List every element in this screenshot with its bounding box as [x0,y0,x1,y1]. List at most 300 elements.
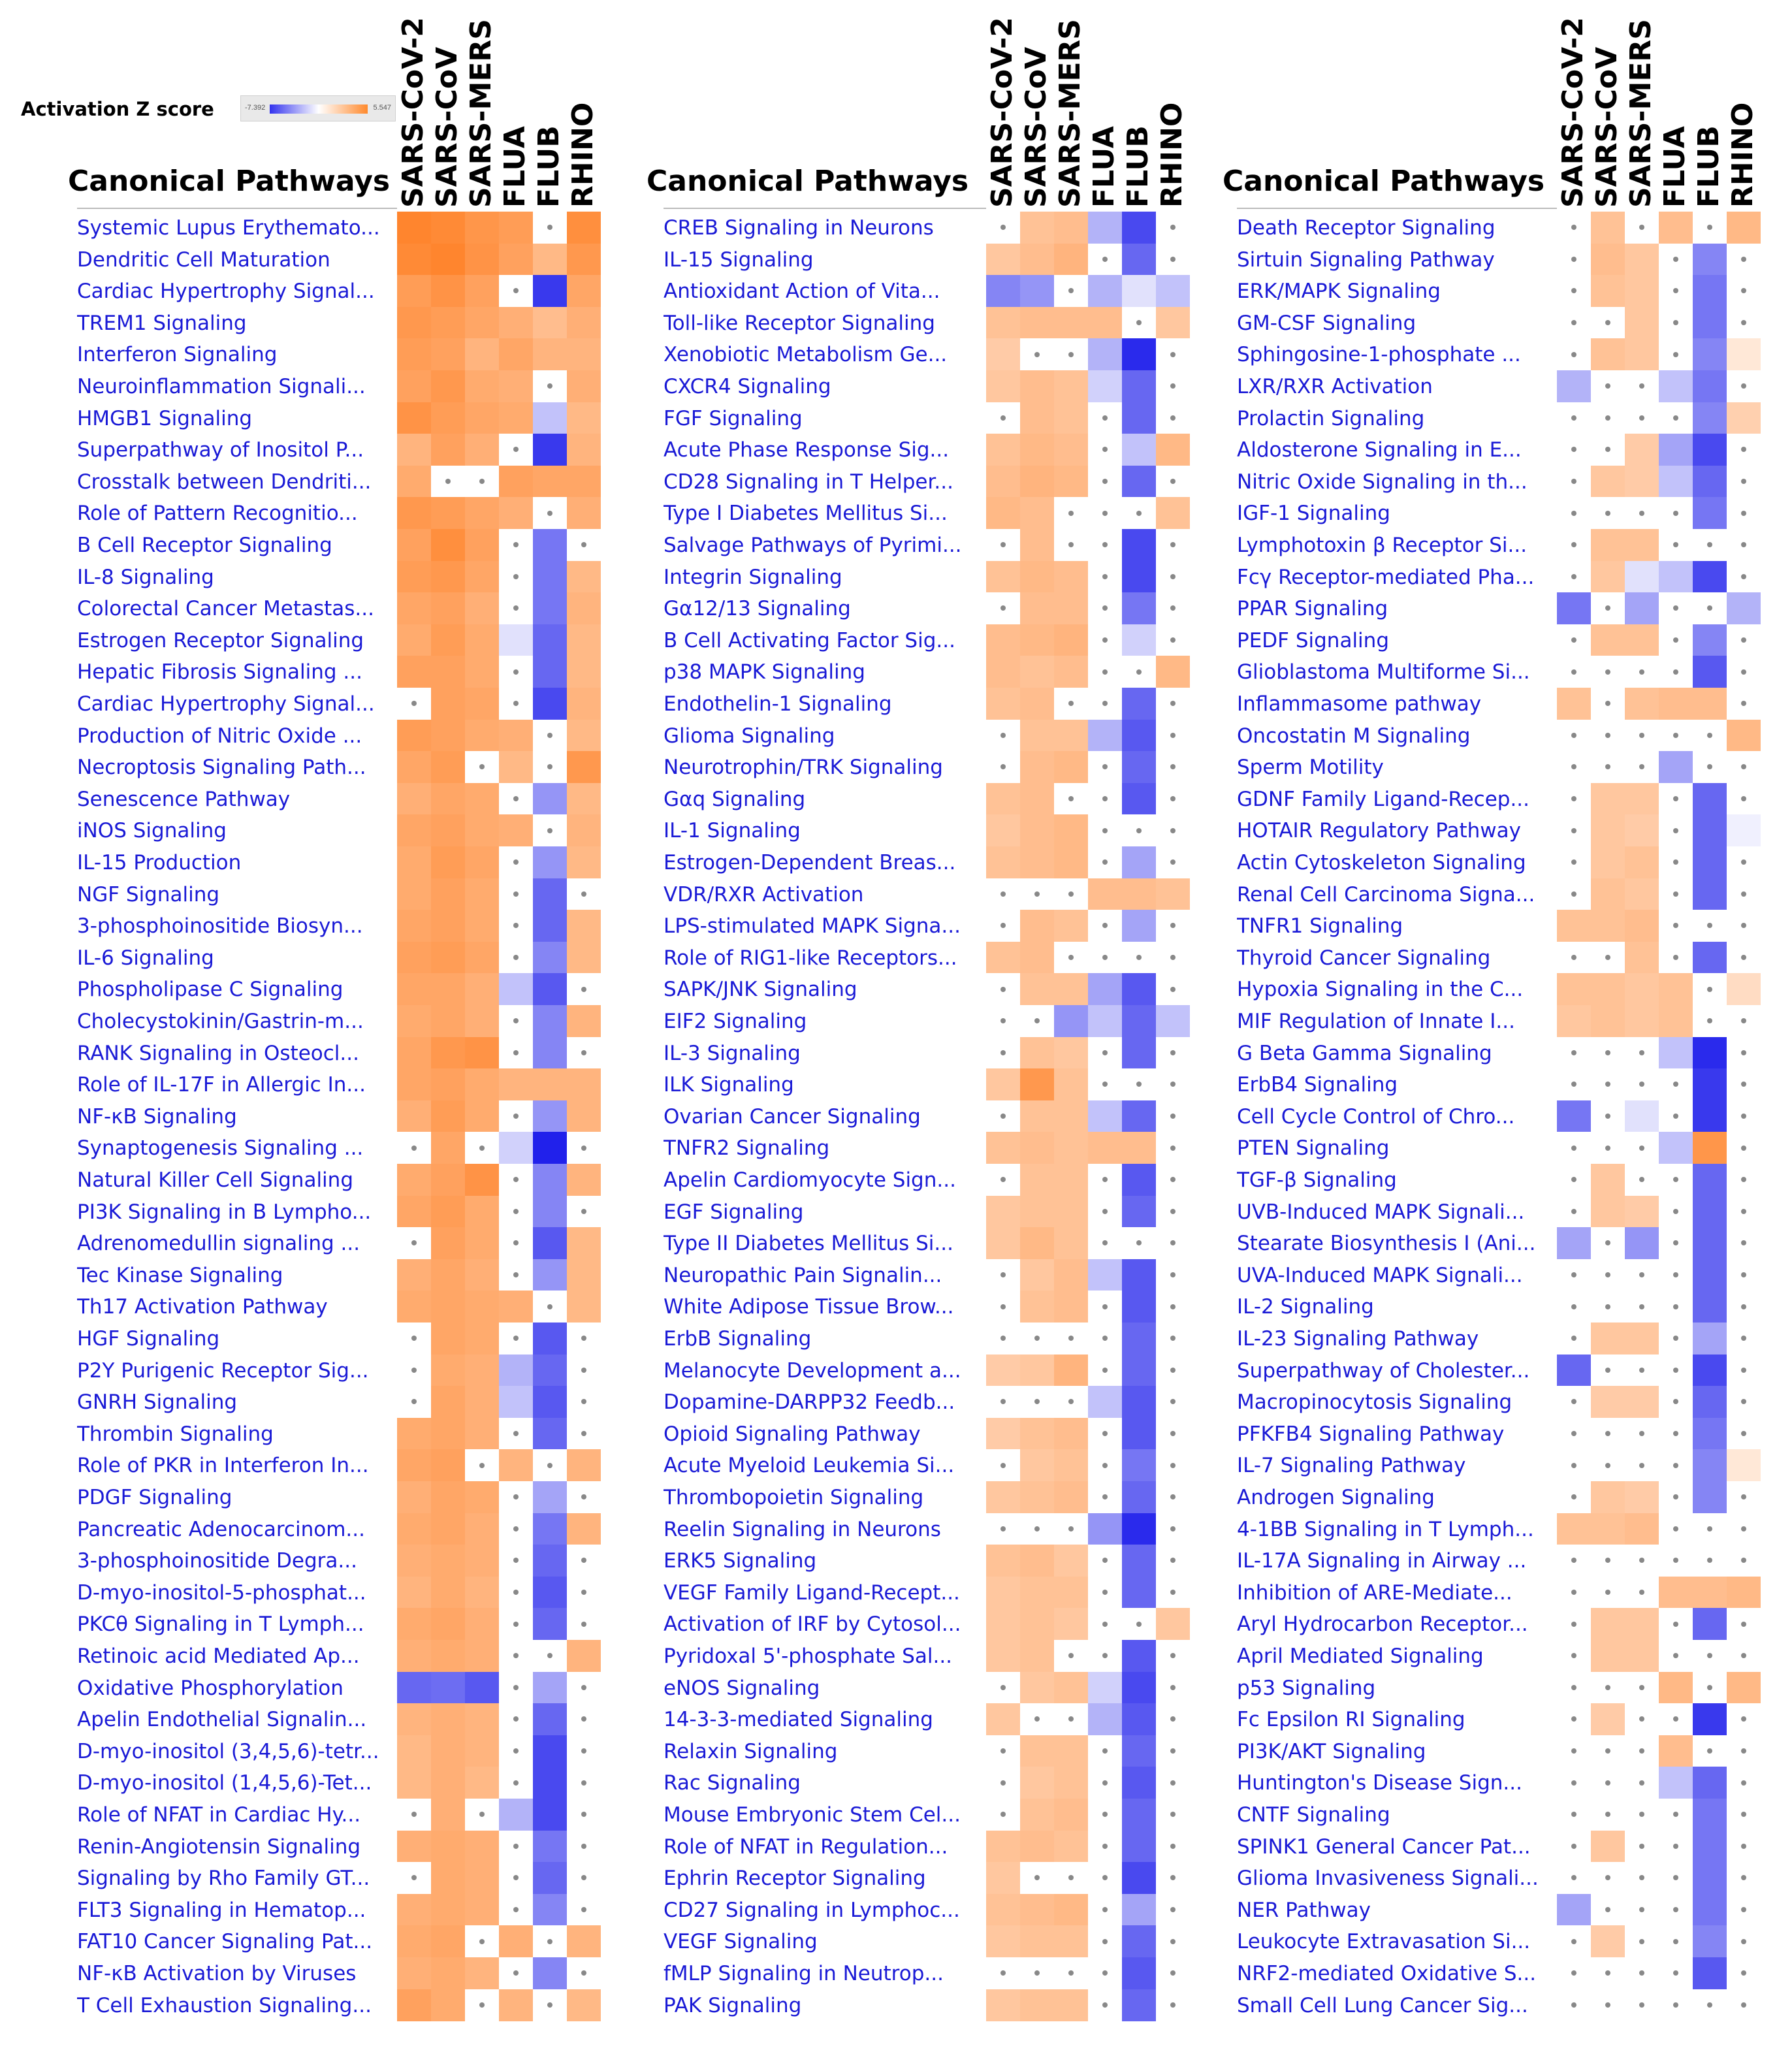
heatmap-cell [1727,434,1761,466]
no-data-dot [513,923,519,928]
pathway-label[interactable]: Melanocyte Development a... [664,1358,961,1383]
heatmap-cell [1156,1799,1190,1831]
no-data-dot [1170,1114,1176,1119]
heatmap-cell [1156,1449,1190,1481]
heatmap-cell [1625,1925,1659,1957]
pathway-label[interactable]: Inflammasome pathway [1237,692,1482,716]
pathway-label[interactable]: Activation of IRF by Cytosol... [664,1612,961,1637]
pathway-label[interactable]: Senescence Pathway [77,787,291,811]
heatmap-cell [1625,1989,1659,2021]
no-data-dot [1605,1050,1610,1055]
pathway-label[interactable]: T Cell Exhaustion Signaling... [77,1993,372,2017]
pathway-label[interactable]: NF-κB Activation by Viruses [77,1962,357,1985]
heatmap-cell [567,1227,601,1259]
pathway-label[interactable]: Renin-Angiotensin Signaling [77,1835,361,1859]
pathway-label[interactable]: Pyridoxal 5'-phosphate Sal... [664,1644,953,1668]
pathway-label[interactable]: Phospholipase C Signaling [77,978,344,1002]
pathway-label[interactable]: Actin Cytoskeleton Signaling [1237,851,1526,874]
heatmap-cell [465,1259,499,1291]
heatmap-cell [1557,466,1591,498]
no-data-dot [1571,415,1576,421]
pathway-label[interactable]: Cholecystokinin/Gastrin-m... [77,1010,364,1033]
pathway-label[interactable]: NGF Signaling [77,882,220,906]
pathway-label[interactable]: eNOS Signaling [664,1676,820,1700]
pathway-label[interactable]: Sirtuin Signaling Pathway [1237,248,1495,272]
header-divider [1237,208,1557,209]
no-data-dot [1170,1240,1176,1245]
heatmap-cell [1122,1481,1156,1513]
pathway-label[interactable]: Role of Pattern Recognitio... [77,502,358,526]
heatmap-cell [1088,1735,1122,1767]
pathway-label[interactable]: Lymphotoxin β Receptor Si... [1237,534,1528,557]
pathway-label[interactable]: HOTAIR Regulatory Pathway [1237,819,1521,843]
no-data-dot [1102,415,1108,421]
pathway-label[interactable]: Type I Diabetes Mellitus Si... [664,502,948,526]
heatmap-cell [1693,1577,1727,1609]
heatmap-cell [1591,624,1625,656]
no-data-dot [513,1494,519,1499]
heatmap-cell [431,1037,465,1069]
heatmap-cell [1088,1100,1122,1132]
heatmap-cell [1122,1577,1156,1609]
no-data-dot [1741,1780,1746,1786]
heatmap-cell [465,1640,499,1672]
pathway-label[interactable]: Glioblastoma Multiforme Si... [1237,660,1530,684]
pathway-label[interactable]: Xenobiotic Metabolism Ge... [664,343,948,367]
pathway-label[interactable]: LPS-stimulated MAPK Signa... [664,914,961,938]
pathway-label[interactable]: Apelin Cardiomyocyte Sign... [664,1168,956,1192]
pathway-label[interactable]: Estrogen-Dependent Breas... [664,851,956,874]
pathway-label[interactable]: D-myo-inositol (3,4,5,6)-tetr... [77,1739,379,1763]
heatmap-cell [1088,814,1122,846]
pathway-label[interactable]: Aldosterone Signaling in E... [1237,438,1522,462]
pathway-label[interactable]: UVA-Induced MAPK Signali... [1237,1263,1523,1287]
heatmap-cell [1020,1132,1054,1164]
pathway-label[interactable]: Aryl Hydrocarbon Receptor... [1237,1612,1528,1637]
pathway-label[interactable]: PI3K Signaling in B Lympho... [77,1200,372,1224]
pathway-label[interactable]: Reelin Signaling in Neurons [664,1517,941,1541]
pathway-label[interactable]: Antioxidant Action of Vita... [664,280,940,304]
pathway-label[interactable]: SPINK1 General Cancer Pat... [1237,1835,1531,1859]
no-data-dot [1102,828,1108,833]
pathway-label[interactable]: PDGF Signaling [77,1486,232,1509]
pathway-label[interactable]: CREB Signaling in Neurons [664,216,934,240]
pathway-label[interactable]: Rac Signaling [664,1771,801,1795]
pathway-label[interactable]: VEGF Signaling [664,1930,818,1954]
pathway-label[interactable]: EGF Signaling [664,1200,804,1224]
pathway-label[interactable]: PI3K/AKT Signaling [1237,1739,1426,1763]
pathway-label[interactable]: Role of PKR in Interferon In... [77,1454,369,1478]
pathway-label[interactable]: Glioma Invasiveness Signali... [1237,1867,1539,1891]
pathway-label[interactable]: MIF Regulation of Innate I... [1237,1010,1515,1033]
pathway-label[interactable]: Retinoic acid Mediated Ap... [77,1644,360,1668]
heatmap-cell [1122,1355,1156,1387]
heatmap-cell [1693,1037,1727,1069]
pathway-label[interactable]: Type II Diabetes Mellitus Si... [664,1232,953,1256]
pathway-label[interactable]: Necroptosis Signaling Path... [77,756,366,780]
heatmap-cell [986,910,1020,942]
no-data-dot [1605,1875,1610,1880]
pathway-label[interactable]: ERK5 Signaling [664,1549,817,1573]
pathway-label[interactable]: Leukocyte Extravasation Si... [1237,1930,1531,1954]
no-data-dot [1673,1368,1678,1373]
heatmap-cell [431,1323,465,1355]
no-data-dot [1707,605,1712,611]
pathway-label[interactable]: IL-15 Signaling [664,248,814,272]
heatmap-cell [1727,1545,1761,1577]
heatmap-cell [533,1291,567,1323]
pathway-label[interactable]: Fc Epsilon RI Signaling [1237,1708,1465,1732]
pathway-label[interactable]: GDNF Family Ligand-Recep... [1237,787,1530,811]
pathway-label[interactable]: TNFR2 Signaling [664,1136,830,1161]
no-data-dot [1741,701,1746,706]
heatmap-cell [1659,244,1693,276]
no-data-dot [411,1368,417,1373]
pathway-label[interactable]: IL-1 Signaling [664,819,801,843]
pathway-label[interactable]: Superpathway of Cholester... [1237,1358,1530,1383]
pathway-label[interactable]: Huntington's Disease Sign... [1237,1771,1522,1795]
pathway-label[interactable]: Cell Cycle Control of Chro... [1237,1104,1515,1129]
pathway-label[interactable]: TNFR1 Signaling [1237,914,1403,938]
no-data-dot [1571,1590,1576,1595]
pathway-label[interactable]: P2Y Purigenic Receptor Sig... [77,1358,369,1383]
heatmap-cell [986,529,1020,561]
heatmap-cell [431,1291,465,1323]
pathway-label[interactable]: LXR/RXR Activation [1237,375,1433,398]
pathway-label[interactable]: Systemic Lupus Erythemato... [77,216,380,240]
heatmap-cell [431,1703,465,1735]
heatmap-cell [567,1672,601,1704]
pathway-label[interactable]: Sperm Motility [1237,756,1384,780]
pathway-label[interactable]: PFKFB4 Signaling Pathway [1237,1422,1505,1446]
pathway-label[interactable]: Pancreatic Adenocarcinom... [77,1517,365,1541]
heatmap-cell [1122,434,1156,466]
heatmap-cell [1659,1703,1693,1735]
pathway-label[interactable]: EIF2 Signaling [664,1010,807,1033]
pathway-label[interactable]: NRF2-mediated Oxidative S... [1237,1962,1537,1985]
no-data-dot [1605,1970,1610,1976]
heatmap-cell [1020,942,1054,974]
pathway-label[interactable]: CNTF Signaling [1237,1803,1390,1827]
heatmap-cell [986,1132,1020,1164]
pathway-label[interactable]: Small Cell Lung Cancer Sig... [1237,1993,1528,2017]
heatmap-cell [499,1449,533,1481]
pathway-label[interactable]: IL-8 Signaling [77,565,214,589]
pathway-label[interactable]: Role of NFAT in Regulation... [664,1835,948,1859]
heatmap-cell [1591,1894,1625,1926]
pathway-label[interactable]: B Cell Receptor Signaling [77,534,332,557]
pathway-label[interactable]: Neurotrophin/TRK Signaling [664,756,943,780]
heatmap-cell [1693,1513,1727,1545]
heatmap-cell [1156,1957,1190,1989]
pathway-label[interactable]: IL-7 Signaling Pathway [1237,1454,1466,1478]
pathway-label[interactable]: CD28 Signaling in T Helper... [664,470,953,494]
pathway-label[interactable]: Role of NFAT in Cardiac Hy... [77,1803,361,1827]
heatmap-cell [1727,783,1761,815]
no-data-dot [1571,1050,1576,1055]
pathway-label[interactable]: fMLP Signaling in Neutrop... [664,1962,944,1985]
pathway-label[interactable]: TGF-β Signaling [1237,1168,1397,1192]
pathway-label[interactable]: Stearate Biosynthesis I (Ani... [1237,1232,1536,1256]
pathway-label[interactable]: IL-23 Signaling Pathway [1237,1327,1479,1351]
pathway-label[interactable]: D-myo-inositol (1,4,5,6)-Tet... [77,1771,372,1795]
pathway-label[interactable]: Hepatic Fibrosis Signaling ... [77,660,362,684]
heatmap-cell [1054,1037,1088,1069]
pathway-label[interactable]: Superpathway of Inositol P... [77,438,364,462]
pathway-label[interactable]: PTEN Signaling [1237,1136,1390,1161]
heatmap-cell [499,1608,533,1640]
pathway-label[interactable]: iNOS Signaling [77,819,227,843]
heatmap-cell [499,1132,533,1164]
heatmap-cell [465,1767,499,1799]
pathway-label[interactable]: Estrogen Receptor Signaling [77,628,364,652]
pathway-label[interactable]: 3-phosphoinositide Degra... [77,1549,357,1573]
pathway-label[interactable]: NER Pathway [1237,1898,1371,1922]
pathway-label[interactable]: RANK Signaling in Osteocl... [77,1041,359,1065]
heatmap-cell [533,1164,567,1196]
pathway-label[interactable]: GM-CSF Signaling [1237,311,1416,335]
pathway-label[interactable]: 14-3-3-mediated Signaling [664,1708,933,1732]
pathway-label[interactable]: Cardiac Hypertrophy Signal... [77,692,375,716]
pathway-label[interactable]: FGF Signaling [664,406,803,430]
pathway-label[interactable]: B Cell Activating Factor Sig... [664,628,955,652]
no-data-dot [1571,733,1576,738]
no-data-dot [513,447,519,452]
pathway-label[interactable]: Role of RIG1-like Receptors... [664,946,957,970]
pathway-label[interactable]: Colorectal Cancer Metastas... [77,597,374,621]
heatmap-cell [533,720,567,752]
pathway-label[interactable]: Gαq Signaling [664,787,806,811]
pathway-label[interactable]: SAPK/JNK Signaling [664,978,857,1002]
pathway-label[interactable]: CXCR4 Signaling [664,375,831,398]
pathway-label[interactable]: Dopamine-DARPP32 Feedb... [664,1390,955,1415]
no-data-dot [1707,1526,1712,1531]
pathway-label[interactable]: IL-6 Signaling [77,946,214,970]
no-data-dot [1102,1368,1108,1373]
pathway-label[interactable]: UVB-Induced MAPK Signali... [1237,1200,1525,1224]
pathway-label[interactable]: ErbB4 Signaling [1237,1073,1398,1097]
no-data-dot [1102,1907,1108,1912]
heatmap-cell [986,1989,1020,2021]
pathway-label[interactable]: Oncostatin M Signaling [1237,724,1471,748]
heatmap-cell [465,1291,499,1323]
heatmap-cell [1020,402,1054,434]
heatmap-cell [1693,720,1727,752]
pathway-label[interactable]: Glioma Signaling [664,724,835,748]
no-data-dot [581,1431,586,1436]
heatmap-cell [1054,878,1088,910]
pathway-label[interactable]: 3-phosphoinositide Biosyn... [77,914,363,938]
pathway-label[interactable]: GNRH Signaling [77,1390,238,1415]
pathway-label[interactable]: ErbB Signaling [664,1327,812,1351]
pathway-label[interactable]: Salvage Pathways of Pyrimi... [664,534,962,557]
heatmap-cell [986,1100,1020,1132]
heatmap-cell [1557,592,1591,624]
pathway-label[interactable]: April Mediated Signaling [1237,1644,1484,1668]
pathway-label[interactable]: VDR/RXR Activation [664,882,864,906]
heatmap-cell [1557,1037,1591,1069]
no-data-dot [1000,1748,1006,1754]
heatmap-cell [1122,1449,1156,1481]
pathway-label[interactable]: Acute Phase Response Sig... [664,438,950,462]
heatmap-cell [567,878,601,910]
heatmap-cell [1122,1989,1156,2021]
pathway-label[interactable]: Gα12/13 Signaling [664,597,851,621]
pathway-label[interactable]: G Beta Gamma Signaling [1237,1041,1492,1065]
legend-gradient [270,104,368,114]
pathway-label[interactable]: Cardiac Hypertrophy Signal... [77,280,375,304]
heatmap-cell [1693,402,1727,434]
pathway-label[interactable]: PEDF Signaling [1237,628,1389,652]
pathway-label[interactable]: Death Receptor Signaling [1237,216,1496,240]
pathway-label[interactable]: Ephrin Receptor Signaling [664,1867,926,1891]
heatmap-cell [1557,275,1591,307]
pathway-label[interactable]: Neuroinflammation Signali... [77,375,366,398]
pathway-label[interactable]: Natural Killer Cell Signaling [77,1168,353,1192]
no-data-dot [513,1875,519,1880]
heatmap-cell [1122,244,1156,276]
pathway-label[interactable]: CD27 Signaling in Lymphoc... [664,1898,960,1922]
heatmap-cell [431,1164,465,1196]
no-data-dot [1102,605,1108,611]
pathway-label[interactable]: Role of IL-17F in Allergic In... [77,1073,366,1097]
heatmap-cell [1054,1767,1088,1799]
pathway-label[interactable]: VEGF Family Ligand-Recept... [664,1580,960,1605]
no-data-dot [1741,1082,1746,1087]
pathway-label[interactable]: PKCθ Signaling in T Lymph... [77,1612,364,1637]
pathway-label[interactable]: FAT10 Cancer Signaling Pat... [77,1930,373,1954]
heatmap-cell [1625,244,1659,276]
no-data-dot [547,225,552,230]
legend-title: Activation Z score [21,98,214,120]
no-data-dot [1639,1939,1644,1944]
pathway-label[interactable]: White Adipose Tissue Brow... [664,1295,954,1319]
pathway-label[interactable]: Apelin Endothelial Signalin... [77,1708,367,1732]
heatmap-cell [567,244,601,276]
pathway-label[interactable]: IL-17A Signaling in Airway ... [1237,1549,1527,1573]
no-data-dot [581,1907,586,1912]
pathway-label[interactable]: IL-15 Production [77,851,242,874]
column-header: SARS-CoV [1019,46,1053,208]
pathway-label[interactable]: Opioid Signaling Pathway [664,1422,921,1446]
pathway-label[interactable]: D-myo-inositol-5-phosphat... [77,1580,366,1605]
heatmap-cell [1020,1925,1054,1957]
heatmap-cell [1557,244,1591,276]
pathway-label[interactable]: IL-3 Signaling [664,1041,801,1065]
pathway-label[interactable]: Relaxin Signaling [664,1739,838,1763]
pathway-label[interactable]: Thyroid Cancer Signaling [1237,946,1491,970]
pathway-label[interactable]: Thrombin Signaling [77,1422,274,1446]
heatmap-cell [1054,1608,1088,1640]
pathway-label[interactable]: NF-κB Signaling [77,1104,237,1129]
heatmap-cell [1122,1227,1156,1259]
pathway-label[interactable]: TREM1 Signaling [77,311,247,335]
pathway-label[interactable]: Renal Cell Carcinoma Signa... [1237,882,1535,906]
heatmap-cell [1156,244,1190,276]
pathway-label[interactable]: Oxidative Phosphorylation [77,1676,344,1700]
pathway-label[interactable]: Integrin Signaling [664,565,842,589]
pathway-label[interactable]: IGF-1 Signaling [1237,502,1390,526]
pathway-label[interactable]: Tec Kinase Signaling [77,1263,283,1287]
no-data-dot [1605,511,1610,516]
heatmap-cell [1122,529,1156,561]
pathway-label[interactable]: Synaptogenesis Signaling ... [77,1136,364,1161]
pathway-label[interactable]: Prolactin Signaling [1237,406,1425,430]
pathway-label[interactable]: PPAR Signaling [1237,597,1388,621]
pathway-label[interactable]: Androgen Signaling [1237,1486,1435,1509]
heatmap-cell [533,1799,567,1831]
pathway-label[interactable]: Endothelin-1 Signaling [664,692,892,716]
pathway-label[interactable]: Macropinocytosis Signaling [1237,1390,1512,1415]
pathway-label[interactable]: FLT3 Signaling in Hematop... [77,1898,366,1922]
pathway-label[interactable]: ILK Signaling [664,1073,794,1097]
heatmap-cell [431,1355,465,1387]
pathway-label[interactable]: Nitric Oxide Signaling in th... [1237,470,1528,494]
heatmap-cell [499,1957,533,1989]
no-data-dot [1639,1431,1644,1436]
heatmap-cell [1625,1132,1659,1164]
pathway-label[interactable]: Fcγ Receptor-mediated Pha... [1237,565,1535,589]
pathway-label[interactable]: Mouse Embryonic Stem Cel... [664,1803,961,1827]
pathway-label[interactable]: Th17 Activation Pathway [77,1295,328,1319]
heatmap-cell [1727,1068,1761,1100]
pathway-label[interactable]: Adrenomedullin signaling ... [77,1232,360,1256]
heatmap-cell [1122,1259,1156,1291]
heatmap-cell [533,370,567,402]
pathway-label[interactable]: PAK Signaling [664,1993,802,2017]
heatmap-cell [533,1989,567,2021]
heatmap-cell [1156,688,1190,720]
no-data-dot [1571,859,1576,865]
pathway-label[interactable]: Toll-like Receptor Signaling [664,311,935,335]
heatmap-cell [431,688,465,720]
heatmap-cell [1020,624,1054,656]
pathway-label[interactable]: Inhibition of ARE-Mediate... [1237,1580,1512,1605]
pathway-label[interactable]: p53 Signaling [1237,1676,1376,1700]
column-header: SARS-MERS [464,19,498,208]
pathway-label[interactable]: Acute Myeloid Leukemia Si... [664,1454,955,1478]
heatmap-cell [533,1862,567,1894]
pathway-label[interactable]: Hypoxia Signaling in the C... [1237,978,1524,1002]
pathway-label[interactable]: p38 MAPK Signaling [664,660,865,684]
no-data-dot [1170,542,1176,547]
header-divider [664,208,986,209]
pathway-label[interactable]: IL-2 Signaling [1237,1295,1374,1319]
heatmap-cell [1727,592,1761,624]
heatmap-cell [431,1925,465,1957]
heatmap-cell [986,1037,1020,1069]
pathway-label[interactable]: Crosstalk between Dendriti... [77,470,372,494]
pathway-label[interactable]: Interferon Signaling [77,343,278,367]
no-data-dot [1707,733,1712,738]
heatmap-cell [1727,1577,1761,1609]
pathway-label[interactable]: Neuropathic Pain Signalin... [664,1263,942,1287]
pathway-label[interactable]: HGF Signaling [77,1327,220,1351]
heatmap-cell [397,434,431,466]
pathway-label[interactable]: 4-1BB Signaling in T Lymph... [1237,1517,1534,1541]
pathway-label[interactable]: Thrombopoietin Signaling [664,1486,924,1509]
heatmap-cell [465,624,499,656]
heatmap-cell [1122,1799,1156,1831]
pathway-label[interactable]: ERK/MAPK Signaling [1237,280,1441,304]
pathway-label[interactable]: Sphingosine-1-phosphate ... [1237,343,1521,367]
no-data-dot [1102,637,1108,643]
pathway-label[interactable]: Signaling by Rho Family GT... [77,1867,370,1891]
pathway-label[interactable]: Production of Nitric Oxide ... [77,724,362,748]
pathway-label[interactable]: Dendritic Cell Maturation [77,248,330,272]
pathway-label[interactable]: HMGB1 Signaling [77,406,253,430]
pathway-label[interactable]: Ovarian Cancer Signaling [664,1104,921,1129]
